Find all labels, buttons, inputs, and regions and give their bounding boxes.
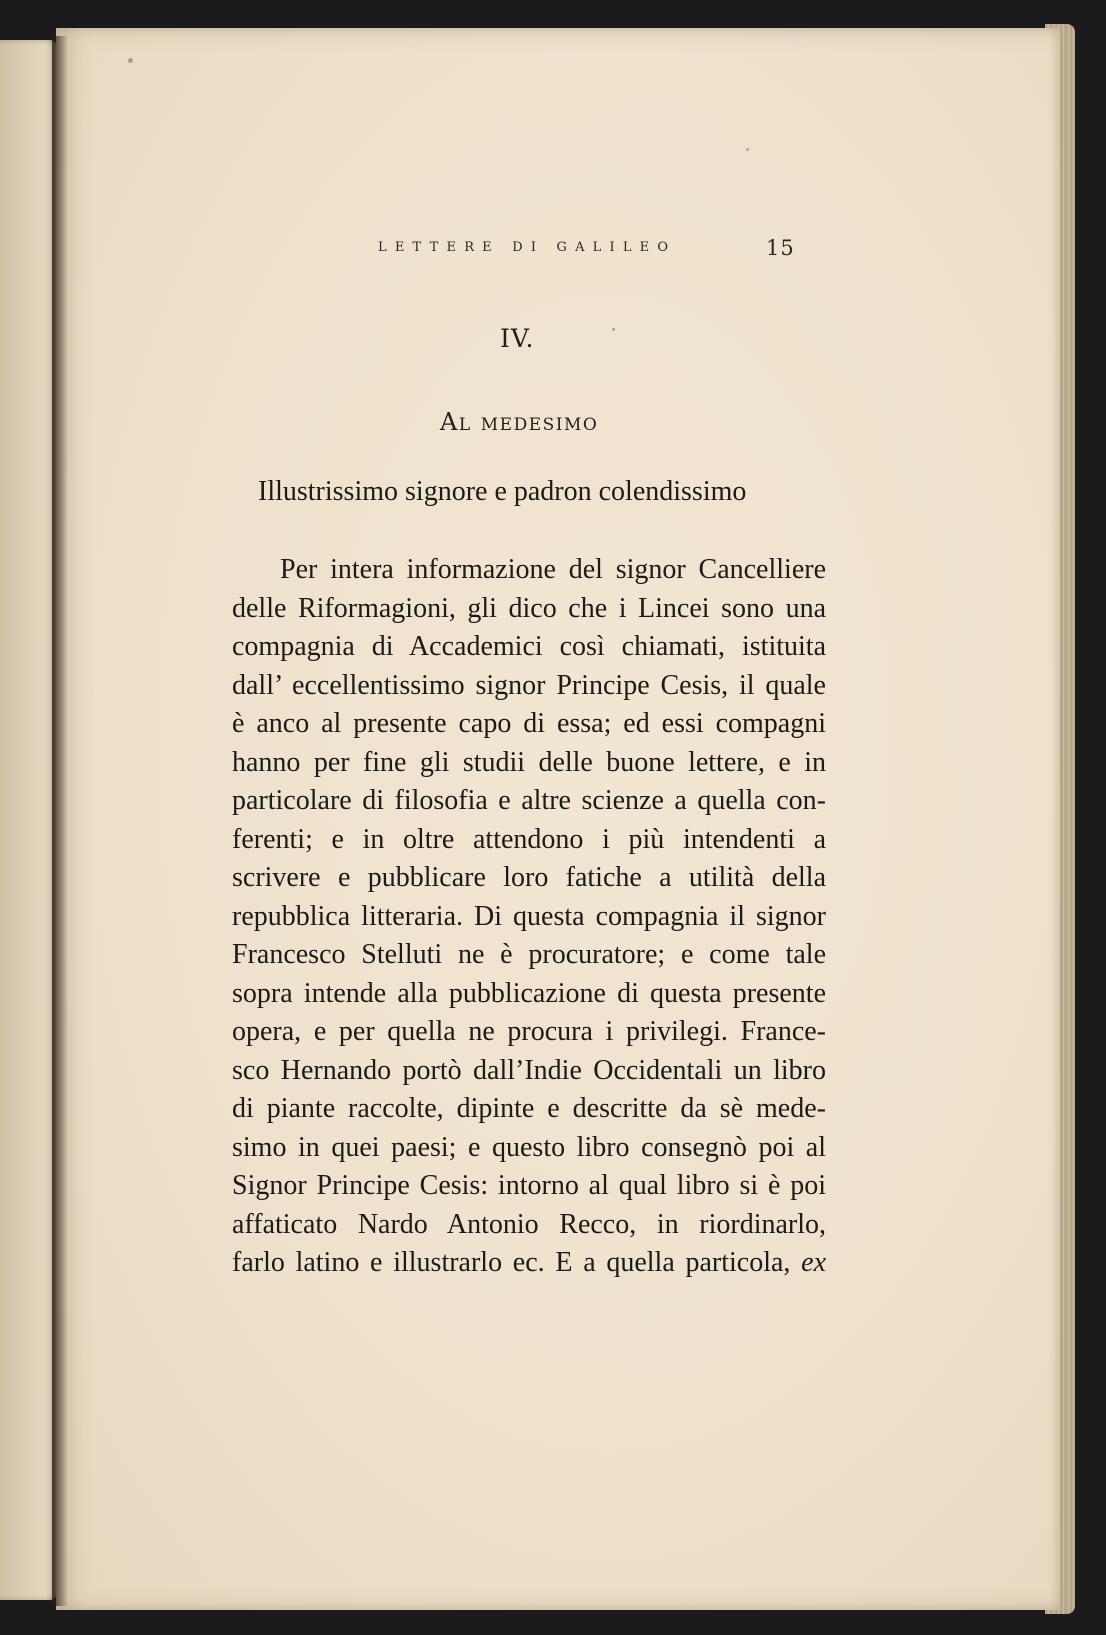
paper-speck	[612, 328, 615, 331]
text-line: è anco al presente capo di essa; ed essi compagni	[232, 708, 826, 739]
text-line: particolare di filosofia e altre scienze a quella con-	[232, 785, 826, 816]
text-line: Per intera informazione del signor Cancelliere	[280, 554, 826, 585]
text-line: di piante raccolte, dipinte e descritte da sè mede-	[232, 1093, 826, 1124]
text-line: simo in quei paesi; e questo libro consegnò poi al	[232, 1131, 826, 1163]
text-line-final-roman: farlo latino e illustrarlo ec. E a quella particola,	[232, 1247, 791, 1278]
letter-addressee: Al medesimo	[440, 408, 599, 436]
running-head: LETTERE DI GALILEO	[378, 240, 677, 255]
letter-body	[232, 551, 826, 1283]
text-line: hanno per fine gli studii delle buone lettere, e in	[232, 746, 826, 778]
text-line: compagnia di Accademici così chiamati, istituita	[232, 631, 826, 662]
text-line: sco Hernando portò dall’Indie Occidentali un libro	[232, 1054, 826, 1086]
text-line: sopra intende alla pubblicazione di questa presente	[232, 977, 826, 1009]
text-line: Francesco Stelluti ne è procuratore; e come tale	[232, 939, 826, 970]
paper-speck	[746, 148, 749, 151]
italic-word: ex	[801, 1247, 826, 1278]
paper-speck	[128, 58, 133, 63]
spine-shadow	[52, 36, 68, 1606]
text-line: scrivere e pubblicare loro fatiche a utilità della	[232, 862, 826, 893]
text-line: dall’ eccellentissimo signor Principe Cesis, il quale	[232, 669, 826, 701]
text-line: opera, e per quella ne procura i privilegi. France-	[232, 1016, 826, 1047]
text-line: affaticato Nardo Antonio Recco, in riordinarlo,	[232, 1208, 826, 1240]
text-line-final	[232, 1244, 826, 1283]
letter-number: IV.	[500, 324, 535, 353]
text-line: repubblica litteraria. Di questa compagnia il signor	[232, 900, 826, 932]
text-line: delle Riformagioni, gli dico che i Lincei sono una	[232, 592, 826, 624]
left-page-edge	[0, 40, 56, 1600]
letter-salutation: Illustrissimo signore e padron colendissimo	[258, 476, 747, 507]
text-line: ferenti; e in oltre attendono i più intendenti a	[232, 823, 826, 855]
text-line: Signor Principe Cesis: intorno al qual libro si è poi	[232, 1170, 826, 1201]
page-number: 15	[766, 236, 795, 260]
